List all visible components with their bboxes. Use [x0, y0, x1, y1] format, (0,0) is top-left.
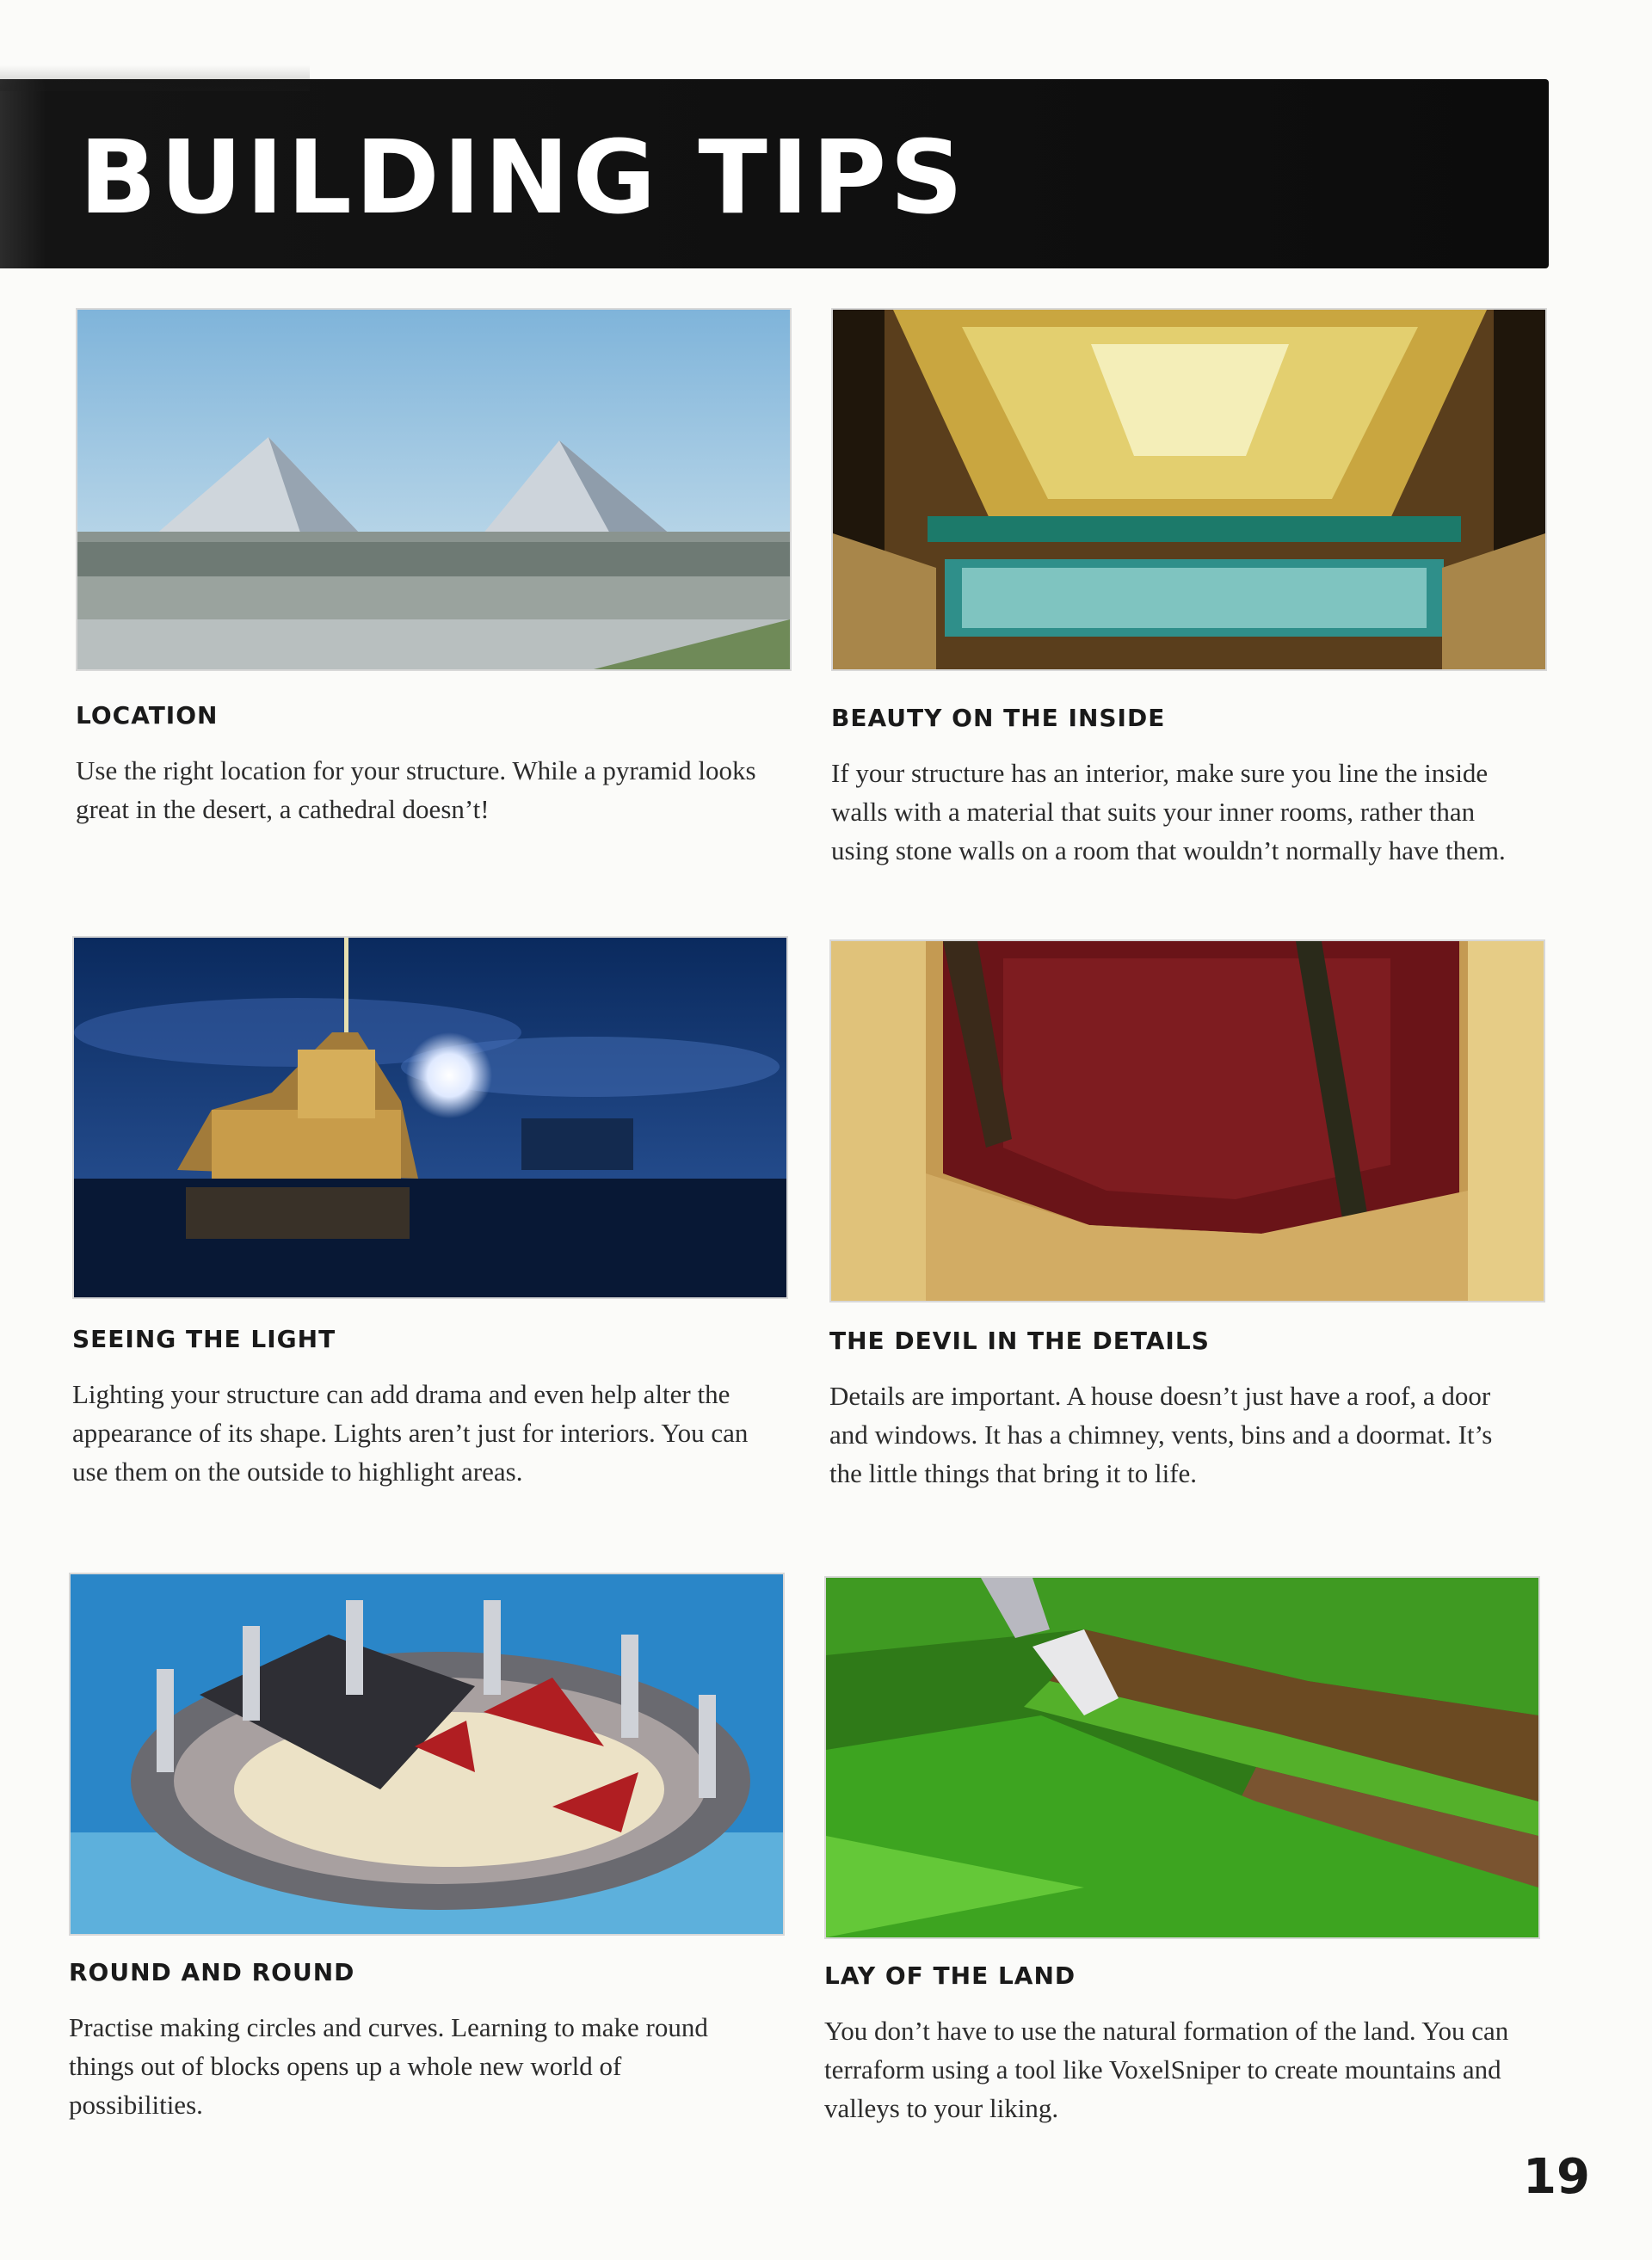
- tip-heading-seeing-light: SEEING THE LIGHT: [72, 1325, 336, 1353]
- tip-body-details: Details are important. A house doesn’t just have a roof, a door and windows. It has a chimney, vents, bins and a doormat. It’s the little things that bring it to life.: [829, 1381, 1493, 1488]
- red-dome-image: [829, 939, 1545, 1302]
- terraformed-hills-image: [824, 1576, 1540, 1939]
- title-banner: [0, 79, 1549, 268]
- pyramids-image: [76, 308, 792, 671]
- tip-heading-round: ROUND AND ROUND: [69, 1958, 355, 1986]
- night-castle-image: [72, 936, 788, 1299]
- page-title: BUILDING TIPS: [79, 118, 967, 237]
- tip-body-location: Use the right location for your structure. While a pyramid looks great in the desert, a cathedral doesn’t!: [76, 755, 756, 824]
- colosseum-image: [69, 1573, 785, 1936]
- ornate-ceiling-image: [831, 308, 1547, 671]
- page-number: 19: [1523, 2149, 1590, 2205]
- tip-body-round: Practise making circles and curves. Learning to make round things out of blocks opens up a whole new world of possibilities.: [69, 2012, 708, 2120]
- tip-heading-beauty: BEAUTY ON THE INSIDE: [831, 704, 1166, 732]
- tip-body-beauty: If your structure has an interior, make sure you line the inside walls with a material that suits your inner rooms, rather than using stone walls on a room that wouldn’t normally have them.: [831, 758, 1506, 865]
- tip-heading-land: LAY OF THE LAND: [824, 1961, 1076, 1990]
- tip-heading-details: THE DEVIL IN THE DETAILS: [829, 1327, 1210, 1355]
- tip-body-land: You don’t have to use the natural formation of the land. You can terraform using a tool like VoxelSniper to create mountains and valleys to your liking.: [824, 2016, 1509, 2123]
- tip-body-seeing-light: Lighting your structure can add drama and even help alter the appearance of its shape. Lights aren’t just for interiors. You can use them on the outside to highlight areas.: [72, 1379, 749, 1487]
- tip-heading-location: LOCATION: [76, 701, 219, 730]
